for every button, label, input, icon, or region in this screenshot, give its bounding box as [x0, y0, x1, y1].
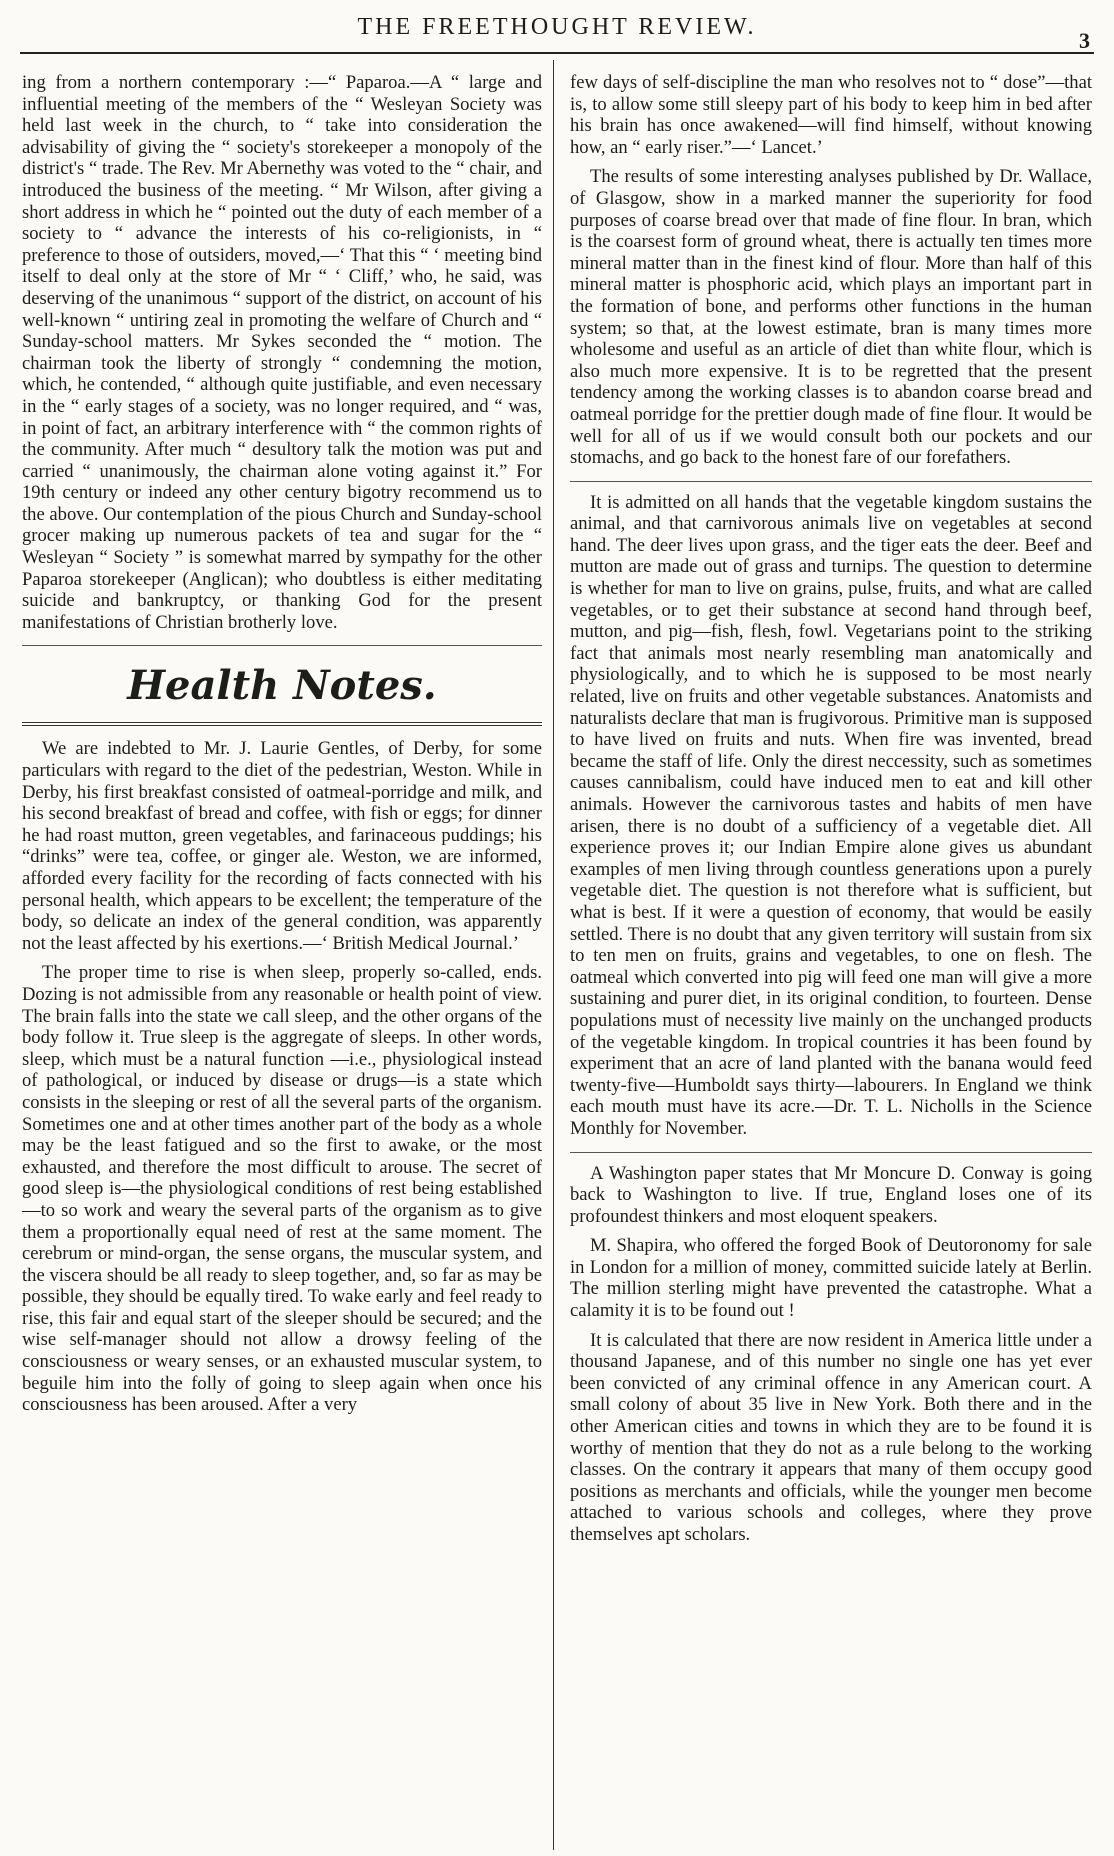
masthead: [20, 6, 1094, 54]
left-column: [22, 72, 542, 1424]
sleep-paragraph: The proper time to rise is when sleep, properly so-called, ends. Dozing is not admissible from any reasonable or health point of view. The brain falls into the state we call sleep, and the other organs of the body follow it. True sleep is the aggregate of sleeps. In other words, sleep, which must be a natural function —i.e., physiological instead of pathological, or induced by disease or drugs—is a state which consists in the sleeping or rest of all the several parts of the organism. Sometimes one and at other times another part of the body as a whole may be the least fatigued and so the first to awake, or the most exhausted, and therefore the most difficult to arouse. The secret of good sleep is—the physiological conditions of rest being established—to so work and weary the several parts of the organism as to give them a proportionally equal need of rest at the same moment. The cerebrum or mind-organ, the sense organs, the muscular system, and the viscera should be all ready to sleep together, and, so far as may be possible, they should be equally tired. To wake early and feel ready to rise, this fair and equal start of the sleeper should be secured; and the wise self-manager should not allow a drowsy feeling of the consciousness or weary senses, or an exhausted muscular system, to beguile him into the folly of going to sleep again when once his consciousness has been aroused. After a very: [22, 962, 542, 1416]
vegetable-kingdom-paragraph: It is admitted on all hands that the vegetable kingdom sustains the animal, and that carnivorous animals live on vegetables at second hand. The deer lives upon grass, and the tiger eats the deer. Beef and mutton are made out of grass and turnips. The question to determine is whether for man to live on grains, pulse, fruits, and what are called vegetables, or to get their substance at second hand through beef, mutton, and pig—fish, flesh, fowl. Vegetarians point to the striking fact that animals most nearly resembling man anatomically and physiologically, and to which he is supposed to be most nearly related, live on fruits and other vegetable substances. Anatomists and naturalists declare that man is frugivorous. Primitive man is supposed to have lived on fruits and nuts. When fire was invented, bread became the staff of life. Only the direst neccessity, such as sometimes causes cannibalism, could have induced men to eat and kill other animals. However the carnivorous tastes and habits of men have arisen, there is no doubt of a sufficiency of a vegetable diet. All experience proves it; our Indian Empire alone gives us abundant examples of men living through countless generations upon a purely vegetable diet. The question is not therefore what is sufficient, but what is best. If it were a question of economy, that would be easily settled. There is no doubt that any given territory will sustain from six to ten men on fruits, grains and vegetables, to one on flesh. The oatmeal which converted into pig will feed one man will give a more sustaining and purer diet, in its original condition, to fourteen. Dense populations must of necessity live mainly on the unchanged products of the vegetable kingdom. In tropical countries it has been found by experiment that an acre of land planted with the banana would feed twenty-five—Humboldt says thirty—labourers. In England we think each mouth must have its acre.—Dr. T. L. Nicholls in the Science Monthly for November.: [570, 491, 1092, 1139]
paparoa-article: ing from a northern contemporary :—“ Paparoa.—A “ large and influential meeting of the members of the “ Wesleyan Society was held last week in the church, to “ take into consideration the advisability of giving the “ society's storekeeper a monopoly of the district's “ trade. The Rev. Mr Abernethy was voted to the “ chair, and introduced the business of the meeting. “ Mr Wilson, after giving a short address in which he “ pointed out the duty of each member of a society to “ advance the interests of his co-religionists, in “ preference to those of outsiders, moved,—‘ That this “ ‘ meeting bind itself to deal only at the store of Mr “ ‘ Cliff,’ who, he said, was deserving of the unanimous “ support of the district, on account of his well-known “ untiring zeal in promoting the welfare of Church and “ Sunday-school matters. Mr Sykes seconded the “ motion. The chairman took the liberty of strongly “ condemning the motion, which, he contended, “ although quite justifiable, and even necessary in the “ early stages of a society, was no longer required, and “ was, in point of fact, an arbitrary interference with “ the common rights of the community. After much “ desultory talk the motion was put and carried “ unanimously, the chairman alone voting against it.” For 19th century or indeed any other century bigotry recommend us to the above. Our contemplation of the pious Church and Sunday-school grocer making up numerous packets of tea and sugar for the “ Wesleyan “ Society ” is somewhat marred by sympathy for the other Paparoa storekeeper (Anglican); who doubtless is either meditating suicide and bankruptcy, or thanking God for the present manifestations of Christian brotherly love.: [22, 72, 542, 633]
coarse-bread-paragraph: The results of some interesting analyses published by Dr. Wallace, of Glasgow, show in a marked manner the superiority for food purposes of coarse bread over that made of fine flour. In bran, which is the coarsest form of ground wheat, there is actually ten times more mineral matter than in the finest kind of flour. More than half of this mineral matter is phosphoric acid, which plays an important part in the formation of bone, and performs other functions in the human system; so that, at the lowest estimate, bran is many times more wholesome and useful as an article of diet than white flour, which is also much more expensive. It is to be regretted that the present tendency among the working classes is to abandon coarse bread and oatmeal porridge for the prettier dough made of fine flour. It would be well for all of us if we would consult both our pockets and our stomachs, and go back to the honest fare of our forefathers.: [570, 166, 1093, 469]
health-notes-heading: Health Notes.: [127, 662, 437, 710]
heading-rule: [22, 722, 542, 726]
shapira-paragraph: M. Shapira, who offered the forged Book of Deutoronomy for sale in London for a million of money, committed suicide lately at Berlin. The million sterling might have prevented the catastrophe. What a calamity it is to be found out !: [570, 1235, 1092, 1322]
page-number: 3: [1079, 28, 1090, 53]
divider-2: [570, 1152, 1092, 1153]
publication-title: THE FREETHOUGHT REVIEW.: [357, 14, 757, 40]
japanese-paragraph: It is calculated that there are now resident in America little under a thousand Japanese, and of this number no single one has yet ever been convicted of any criminal offence in any American court. A small colony of about 35 live in New York. Both there and in the other American cities and towns in which they are to be found it is worthy of mention that they do not as a rule belong to the working classes. On the contrary it appears that many of them occupy good positions as merchants and officials, while the younger men become attached to various schools and colleges, where they prove themselves apt scholars.: [570, 1329, 1092, 1545]
conway-paragraph: A Washington paper states that Mr Moncure D. Conway is going back to Washington to live. If true, England loses one of its profoundest thinkers and most eloquent speakers.: [570, 1162, 1092, 1227]
weston-diet-paragraph: We are indebted to Mr. J. Laurie Gentles, of Derby, for some particulars with regard to the diet of the pedestrian, Weston. While in Derby, his first breakfast consisted of oatmeal-porridge and milk, and his second breakfast of bread and coffee, with fish or eggs; for dinner he had roast mutton, green vegetables, and farinaceous puddings; his “drinks” were tea, coffee, or ginger ale. Weston, we are informed, afforded every facility for the recording of facts connected with his personal health, which appears to be excellent; the temperature of the body, so delicate an index of the general condition, was apparently not the least affected by his exertions.—‘ British Medical Journal.’: [22, 738, 542, 954]
section-divider: [22, 645, 542, 646]
right-column: [570, 72, 1092, 1554]
early-riser-continuation: few days of self-discipline the man who resolves not to “ dose”—that is, to allow some still sleepy part of his body to keep him in bed after his brain has once awakened—will find himself, without knowing how, an “ early riser.”—‘ Lancet.’: [570, 72, 1092, 158]
divider-1: [570, 481, 1092, 482]
column-divider: [553, 60, 554, 1850]
